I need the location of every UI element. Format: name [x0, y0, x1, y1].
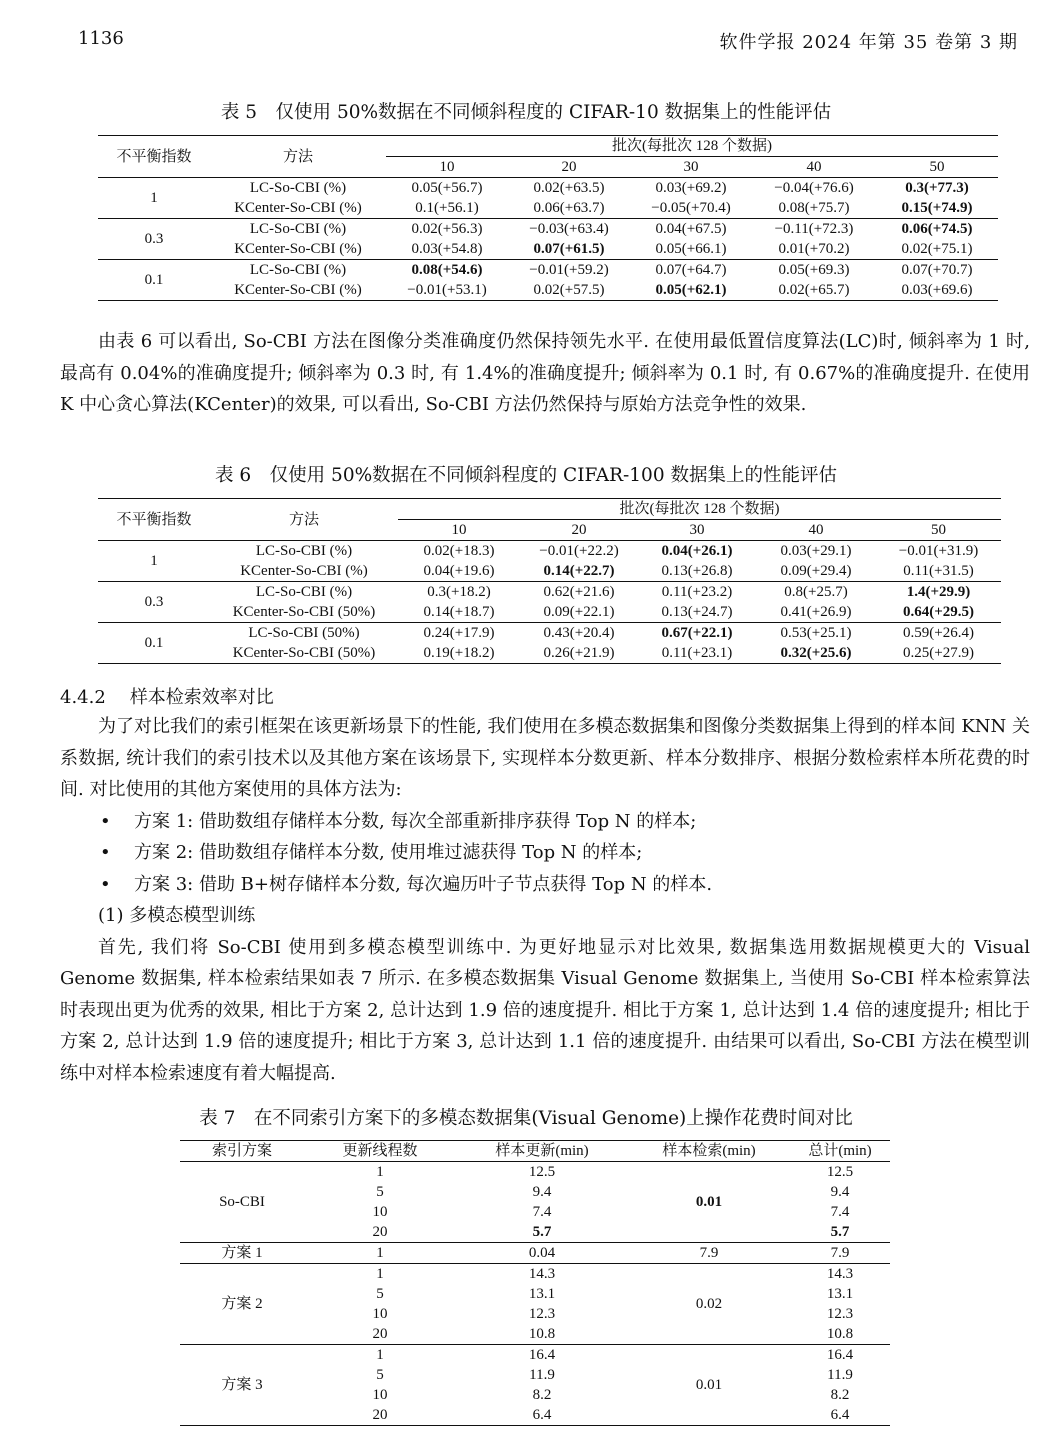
scheme-cell: So-CBI: [219, 1194, 265, 1210]
value-cell: 0.02(+63.5): [508, 178, 630, 199]
value-cell: 0.09(+22.1): [543, 604, 615, 620]
threads-cell: 10: [372, 1204, 388, 1220]
value-cell: 0.04(+19.6): [423, 563, 495, 579]
value-cell: −0.01(+31.9): [876, 541, 1001, 562]
value-cell: 0.05(+62.1): [655, 282, 727, 298]
column-header-method: 方法: [282, 148, 313, 165]
value-cell: 0.05(+56.7): [386, 178, 508, 199]
update-time-cell: 6.4: [532, 1407, 552, 1423]
column-header-batch-50: 50: [929, 159, 945, 175]
value-cell: 0.02(+65.7): [778, 282, 850, 298]
table6-caption: 表 6 仅使用 50%数据在不同倾斜程度的 CIFAR-100 数据集上的性能评估: [215, 465, 837, 486]
update-time-cell: 12.3: [528, 1306, 556, 1322]
search-time-cell: 0.02: [628, 1264, 790, 1345]
threads-cell: 1: [304, 1345, 456, 1366]
total-time-cell: 14.3: [790, 1264, 890, 1285]
value-cell: 0.03(+54.8): [411, 241, 483, 257]
value-cell: 0.62(+21.6): [520, 582, 638, 603]
bullet-icon: •: [100, 842, 111, 863]
paragraph-text: 由表 6 可以看出, So-CBI 方法在图像分类准确度仍然保持领先水平. 在使用最低置信度算法(LC)时, 倾斜率为 1 时, 最高有 0.04%的准确度提升; 倾斜率为 0.3 时, 有 1.4%的准确度提升; 倾斜率为 0.1 时, 有 0.67%的准确度提升. 在使用 K 中心贪心算法(KCenter)的效果, 可以看出, So-CBI 方法仍然保持与原始方法竞争性的效果.: [60, 331, 1030, 415]
value-cell: 0.25(+27.9): [903, 645, 974, 661]
column-header: 索引方案: [180, 1141, 304, 1162]
value-cell: 0.01(+70.2): [778, 241, 850, 257]
value-cell: 0.13(+26.8): [661, 563, 733, 579]
column-header-batch-10: 10: [439, 159, 455, 175]
update-time-cell: 13.1: [528, 1286, 556, 1302]
value-cell: 0.26(+21.9): [543, 645, 615, 661]
subheading: (1) 多模态模型训练: [98, 905, 256, 926]
value-cell: −0.05(+70.4): [651, 200, 731, 216]
column-header: 总计(min): [790, 1141, 890, 1162]
threads-cell: 20: [372, 1224, 388, 1240]
paragraph-multimodal: 首先, 我们将 So-CBI 使用到多模态模型训练中. 为更好地显示对比效果, 数据集选用数据规模更大的 Visual Genome 数据集, 样本检索结果如表 7 所示. 在多模态数据集 Visual Genome 数据集上, 当使用 So-CBI 样本检索算法时表现出更为优秀的效果, 相比于方案 2, 总计达到 1.9 倍的速度提升. 相比于方案 1, 总计达到 1.4 倍的速度提升; 相比于方案 2, 总计达到 1.9 倍的速度提升; 相比于方案 3, 总计达到 1.1 倍的速度提升. 由结果可以看出, So-CBI 方法在模型训练中对样本检索速度有着大幅提高.: [60, 936, 1030, 1084]
column-header-imbalance: 不平衡指数: [116, 148, 192, 165]
method-cell: KCenter-So-CBI (%): [234, 282, 362, 298]
table-row: [180, 1345, 890, 1366]
value-cell: 0.11(+23.2): [638, 582, 756, 603]
table-row: [98, 219, 998, 240]
body-text-block: [60, 711, 1030, 1089]
column-header-method: 方法: [288, 511, 319, 528]
value-cell: −0.01(+59.2): [508, 260, 630, 281]
value-cell: 0.02(+57.5): [533, 282, 605, 298]
value-cell: 0.15(+74.9): [901, 200, 973, 216]
value-cell: −0.11(+72.3): [752, 219, 876, 240]
imbalance-index-cell: 0.3: [98, 582, 210, 623]
table-row: [98, 561, 1001, 582]
value-cell: 0.11(+31.5): [903, 563, 974, 579]
imbalance-index-cell: 0.3: [98, 219, 210, 260]
total-time-cell: 7.9: [790, 1243, 890, 1264]
value-cell: 0.32(+25.6): [780, 645, 852, 661]
threads-cell: 5: [376, 1286, 384, 1302]
table-row: [180, 1264, 890, 1285]
table7-caption: 表 7 在不同索引方案下的多模态数据集(Visual Genome)上操作花费时间对比: [199, 1108, 853, 1129]
method-cell: KCenter-So-CBI (%): [234, 241, 362, 257]
method-cell: LC-So-CBI (%): [210, 178, 386, 199]
paragraph-intro: 为了对比我们的索引框架在该更新场景下的性能, 我们使用在多模态数据集和图像分类数据集上得到的样本间 KNN 关系数据, 统计我们的索引技术以及其他方案在该场景下, 实现样本分数更新、样本分数排序、根据分数检索样本所花费的时间. 对比使用的其他方案使用的具体方法为:: [60, 716, 1030, 800]
search-time-cell: 0.01: [695, 1194, 723, 1210]
value-cell: 0.09(+29.4): [780, 563, 852, 579]
threads-cell: 20: [372, 1326, 388, 1342]
imbalance-index-cell: 0.1: [98, 260, 210, 301]
value-cell: 0.02(+56.3): [386, 219, 508, 240]
table-row: [98, 280, 998, 301]
value-cell: 0.14(+22.7): [543, 563, 615, 579]
method-cell: LC-So-CBI (50%): [210, 623, 398, 644]
value-cell: 0.07(+70.7): [876, 260, 998, 281]
value-cell: 0.05(+66.1): [655, 241, 727, 257]
column-header-batch-40: 40: [808, 522, 824, 538]
column-header-batch-40: 40: [806, 159, 822, 175]
value-cell: 0.8(+25.7): [756, 582, 876, 603]
column-header-batch: 批次(每批次 128 个数据): [386, 136, 998, 157]
total-time-cell: 11.9: [827, 1367, 853, 1383]
running-title: 软件学报 2024 年第 35 卷第 3 期: [719, 32, 1018, 53]
update-time-cell: 0.04: [456, 1243, 628, 1264]
bullet-item: [60, 869, 1030, 901]
method-cell: KCenter-So-CBI (50%): [232, 604, 376, 620]
total-time-cell: 13.1: [826, 1286, 854, 1302]
table-row: [180, 1162, 890, 1183]
total-time-cell: 16.4: [790, 1345, 890, 1366]
update-time-cell: 10.8: [528, 1326, 556, 1342]
value-cell: 0.02(+75.1): [901, 241, 973, 257]
value-cell: 0.24(+17.9): [398, 623, 520, 644]
value-cell: 0.1(+56.1): [415, 200, 479, 216]
column-header-batch-10: 10: [451, 522, 467, 538]
section-title: 样本检索效率对比: [129, 687, 274, 708]
search-time-cell: 7.9: [628, 1243, 790, 1264]
total-time-cell: 6.4: [830, 1407, 850, 1423]
table-row: [98, 643, 1001, 664]
table-row: [98, 541, 1001, 562]
table5-caption: 表 5 仅使用 50%数据在不同倾斜程度的 CIFAR-10 数据集上的性能评估: [220, 102, 832, 123]
update-time-cell: 11.9: [529, 1367, 555, 1383]
table-row: [98, 260, 998, 281]
table-row: [98, 198, 998, 219]
threads-cell: 1: [304, 1264, 456, 1285]
section-number: 4.4.2: [60, 687, 106, 708]
value-cell: 0.06(+74.5): [876, 219, 998, 240]
value-cell: 0.07(+64.7): [630, 260, 752, 281]
column-header: 样本检索(min): [628, 1141, 790, 1162]
value-cell: 0.03(+69.6): [901, 282, 973, 298]
method-cell: LC-So-CBI (%): [210, 541, 398, 562]
value-cell: 0.05(+69.3): [752, 260, 876, 281]
bullet-icon: •: [100, 873, 111, 895]
value-cell: 0.07(+61.5): [533, 241, 605, 257]
scheme-cell: 方案 3: [180, 1345, 304, 1426]
method-cell: LC-So-CBI (%): [210, 219, 386, 240]
value-cell: 0.53(+25.1): [756, 623, 876, 644]
table-row: [98, 178, 998, 199]
bullet-text: 方案 1: 借助数组存储样本分数, 每次全部重新排序获得 Top N 的样本;: [134, 810, 697, 832]
paragraph-table6-analysis: [60, 326, 1030, 421]
total-time-cell: 8.2: [830, 1387, 850, 1403]
update-time-cell: 16.4: [456, 1345, 628, 1366]
update-time-cell: 8.2: [532, 1387, 552, 1403]
threads-cell: 1: [304, 1243, 456, 1264]
table-row: [98, 623, 1001, 644]
bullet-item: [60, 837, 1030, 869]
imbalance-index-cell: 1: [98, 541, 210, 582]
value-cell: 0.03(+69.2): [630, 178, 752, 199]
page-number: 1136: [78, 28, 124, 49]
update-time-cell: 14.3: [456, 1264, 628, 1285]
table7: [180, 1140, 890, 1426]
bullet-icon: •: [100, 810, 111, 832]
threads-cell: 5: [376, 1184, 384, 1200]
bullet-item: [60, 806, 1030, 838]
bullet-text: 方案 3: 借助 B+树存储样本分数, 每次遍历叶子节点获得 Top N 的样本.: [134, 873, 713, 895]
value-cell: 0.64(+29.5): [902, 604, 975, 620]
total-time-cell: 5.7: [830, 1224, 850, 1240]
value-cell: −0.04(+76.6): [752, 178, 876, 199]
total-time-cell: 12.5: [826, 1164, 854, 1180]
update-time-cell: 12.5: [528, 1164, 556, 1180]
threads-cell: 20: [372, 1407, 388, 1423]
value-cell: 1.4(+29.9): [876, 582, 1001, 603]
column-header-batch-50: 50: [931, 522, 946, 538]
value-cell: −0.01(+53.1): [407, 282, 487, 298]
value-cell: 0.02(+18.3): [398, 541, 520, 562]
value-cell: 0.13(+24.7): [661, 604, 733, 620]
imbalance-index-cell: 0.1: [98, 623, 210, 664]
column-header-batch-20: 20: [561, 159, 577, 175]
bullet-text: 方案 2: 借助数组存储样本分数, 使用堆过滤获得 Top N 的样本;: [134, 842, 643, 863]
value-cell: 0.59(+26.4): [876, 623, 1001, 644]
total-time-cell: 12.3: [826, 1306, 854, 1322]
update-time-cell: 7.4: [532, 1204, 552, 1220]
table-row: [98, 602, 1001, 623]
column-header-imbalance: 不平衡指数: [116, 511, 192, 528]
column-header: 更新线程数: [304, 1141, 456, 1162]
method-cell: KCenter-So-CBI (%): [240, 563, 368, 579]
value-cell: 0.08(+54.6): [386, 260, 508, 281]
value-cell: −0.03(+63.4): [508, 219, 630, 240]
update-time-cell: 5.7: [532, 1224, 552, 1240]
scheme-cell: 方案 2: [180, 1264, 304, 1345]
update-time-cell: 9.4: [532, 1184, 552, 1200]
method-cell: KCenter-So-CBI (%): [234, 200, 362, 216]
value-cell: 0.3(+77.3): [876, 178, 998, 199]
value-cell: 0.08(+75.7): [778, 200, 850, 216]
search-time-cell: 0.01: [628, 1345, 790, 1426]
imbalance-index-cell: 1: [98, 178, 210, 219]
value-cell: 0.03(+29.1): [756, 541, 876, 562]
table-row: [98, 582, 1001, 603]
threads-cell: 10: [372, 1387, 388, 1403]
table-row: [98, 239, 998, 260]
column-header: 样本更新(min): [456, 1141, 628, 1162]
threads-cell: 10: [372, 1306, 388, 1322]
total-time-cell: 9.4: [830, 1184, 850, 1200]
value-cell: 0.14(+18.7): [423, 604, 495, 620]
value-cell: 0.19(+18.2): [423, 645, 495, 661]
value-cell: 0.43(+20.4): [520, 623, 638, 644]
column-header-batch-20: 20: [571, 522, 587, 538]
value-cell: −0.01(+22.2): [520, 541, 638, 562]
value-cell: 0.06(+63.7): [533, 200, 605, 216]
table6: [98, 498, 1001, 664]
method-cell: KCenter-So-CBI (50%): [232, 645, 376, 661]
value-cell: 0.04(+26.1): [638, 541, 756, 562]
column-header-batch-30: 30: [689, 522, 705, 538]
column-header-batch-30: 30: [683, 159, 699, 175]
value-cell: 0.11(+23.1): [661, 645, 733, 661]
value-cell: 0.41(+26.9): [780, 604, 852, 620]
value-cell: 0.3(+18.2): [398, 582, 520, 603]
table-row: [180, 1243, 890, 1264]
section-heading: [60, 683, 274, 709]
value-cell: 0.67(+22.1): [638, 623, 756, 644]
threads-cell: 5: [376, 1367, 384, 1383]
scheme-cell: 方案 1: [180, 1243, 304, 1264]
total-time-cell: 7.4: [830, 1204, 850, 1220]
method-cell: LC-So-CBI (%): [210, 260, 386, 281]
table5: [98, 135, 998, 301]
value-cell: 0.04(+67.5): [630, 219, 752, 240]
method-cell: LC-So-CBI (%): [210, 582, 398, 603]
column-header-batch: 批次(每批次 128 个数据): [398, 499, 1001, 520]
threads-cell: 1: [376, 1164, 384, 1180]
total-time-cell: 10.8: [826, 1326, 854, 1342]
